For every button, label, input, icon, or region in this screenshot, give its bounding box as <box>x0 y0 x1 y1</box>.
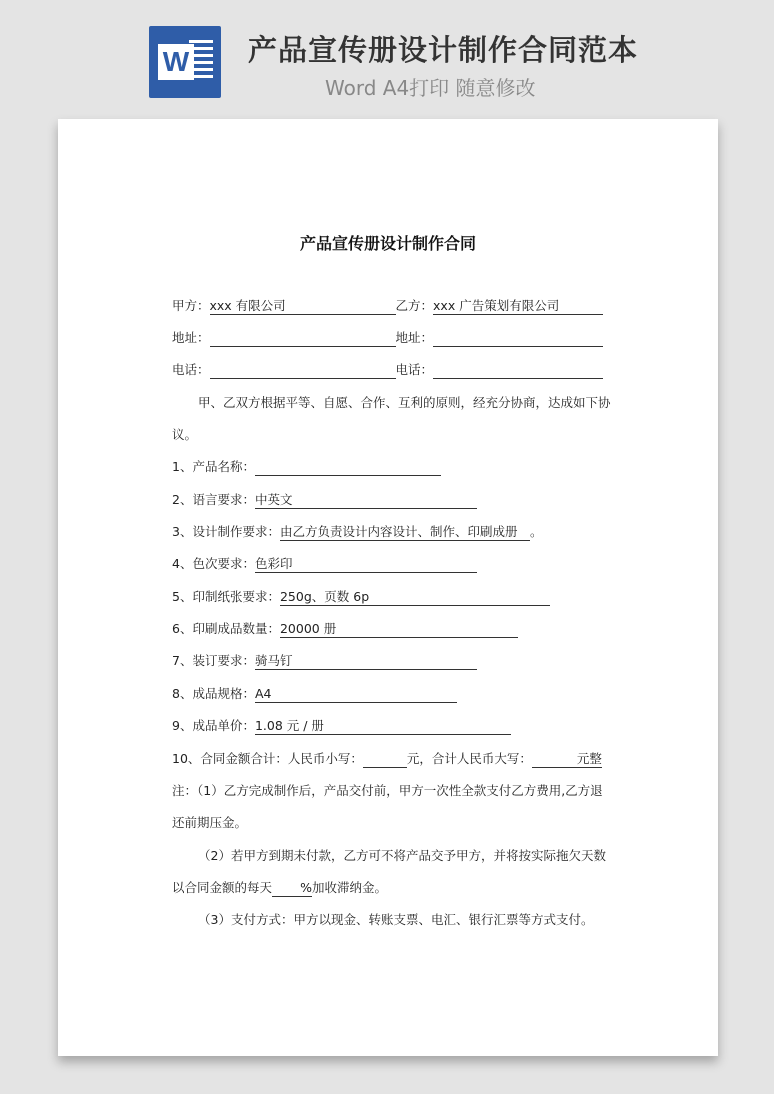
item-label: 9、成品单价： <box>172 718 255 733</box>
party-b-value: xxx 广告策划有限公司 <box>433 298 560 313</box>
item-label: 1、产品名称： <box>172 459 255 474</box>
document-title: 产品宣传册设计制作合同 <box>299 234 476 253</box>
word-icon <box>149 26 221 98</box>
late-fee-field[interactable] <box>272 878 312 897</box>
note1-line2: 还前期压金。 <box>172 815 248 830</box>
item-paper <box>172 587 550 607</box>
note2-text-end: 加收滞纳金。 <box>312 880 388 895</box>
spec-field[interactable] <box>255 684 457 703</box>
item-value: 1.08 元 / 册 <box>254 718 324 733</box>
party-a-label: 甲方： <box>172 298 210 313</box>
party-a-field[interactable] <box>210 296 396 315</box>
banner-title: 产品宣传册设计制作合同范本 <box>248 33 639 67</box>
percent-sign: % <box>300 880 313 895</box>
language-field[interactable] <box>255 490 477 509</box>
item-label: 2、语言要求： <box>172 492 255 507</box>
party-row <box>172 296 603 316</box>
item-label: 8、成品规格： <box>172 686 255 701</box>
item-value: 骑马钉 <box>254 653 293 668</box>
party-b-label: 乙方： <box>395 298 434 313</box>
amount-lower-field[interactable] <box>363 749 407 768</box>
paper-field[interactable] <box>280 587 550 606</box>
amount-upper-field[interactable] <box>532 749 602 768</box>
address-b-field[interactable] <box>433 328 603 347</box>
item-label: 6、印刷成品数量： <box>172 621 280 636</box>
item-label: 10、合同金额合计：人民币小写： <box>172 751 363 766</box>
item-binding <box>172 651 477 671</box>
note2-line2 <box>172 878 387 898</box>
banner-subtitle: Word A4打印 随意修改 <box>325 76 536 100</box>
note2-text: 以合同金额的每天 <box>172 880 273 895</box>
note3: （3）支付方式：甲方以现金、转账支票、电汇、银行汇票等方式支付。 <box>198 912 594 927</box>
phone-a-label: 电话： <box>172 362 210 377</box>
product-name-field[interactable] <box>255 457 441 476</box>
address-b-label: 地址： <box>395 330 434 345</box>
color-field[interactable] <box>255 554 477 573</box>
unit-price-field[interactable] <box>255 716 511 735</box>
item-product-name <box>172 457 441 477</box>
phone-b-label: 电话： <box>395 362 434 377</box>
item-value: 250g、页数 6p <box>279 589 370 604</box>
item-label: 3、设计制作要求： <box>172 524 280 539</box>
quantity-field[interactable] <box>280 619 518 638</box>
item-label: 4、色次要求： <box>172 556 255 571</box>
document-page <box>58 119 718 1056</box>
address-a-label: 地址： <box>172 330 210 345</box>
address-row <box>172 328 603 348</box>
phone-b-field[interactable] <box>433 360 603 379</box>
item-label: 5、印制纸张要求： <box>172 589 280 604</box>
word-icon-letter: W <box>158 44 194 80</box>
item-value: A4 <box>254 686 272 701</box>
phone-row <box>172 360 603 380</box>
item-language <box>172 490 477 510</box>
item-mid: 元，合计人民币大写： <box>406 751 532 766</box>
item-value: 由乙方负责设计内容设计、制作、印刷成册 <box>279 524 518 539</box>
item-quantity <box>172 619 518 639</box>
item-value: 中英文 <box>254 492 293 507</box>
note1-line1: 注：（1）乙方完成制作后，产品交付前，甲方一次性全款支付乙方费用,乙方退 <box>172 783 603 798</box>
item-unit-price <box>172 716 511 736</box>
intro-line2: 议。 <box>172 427 198 442</box>
party-b-field[interactable] <box>433 296 603 315</box>
banner <box>0 0 774 118</box>
item-end: 。 <box>529 524 543 539</box>
item-design-requirements <box>172 522 542 542</box>
note2-line1: （2）若甲方到期未付款，乙方可不将产品交予甲方，并将按实际拖欠天数 <box>198 848 606 863</box>
phone-a-field[interactable] <box>210 360 396 379</box>
item-value: 20000 册 <box>279 621 337 636</box>
item-color <box>172 554 477 574</box>
intro-line1: 甲、乙双方根据平等、自愿、合作、互利的原则，经充分协商，达成如下协 <box>198 395 611 410</box>
item-end: 元整 <box>576 751 602 766</box>
address-a-field[interactable] <box>210 328 396 347</box>
binding-field[interactable] <box>255 651 477 670</box>
item-value: 色彩印 <box>254 556 293 571</box>
item-total-amount <box>172 749 602 769</box>
item-label: 7、装订要求： <box>172 653 255 668</box>
item-spec <box>172 684 457 704</box>
party-a-value: xxx 有限公司 <box>209 298 286 313</box>
design-field[interactable] <box>280 522 530 541</box>
